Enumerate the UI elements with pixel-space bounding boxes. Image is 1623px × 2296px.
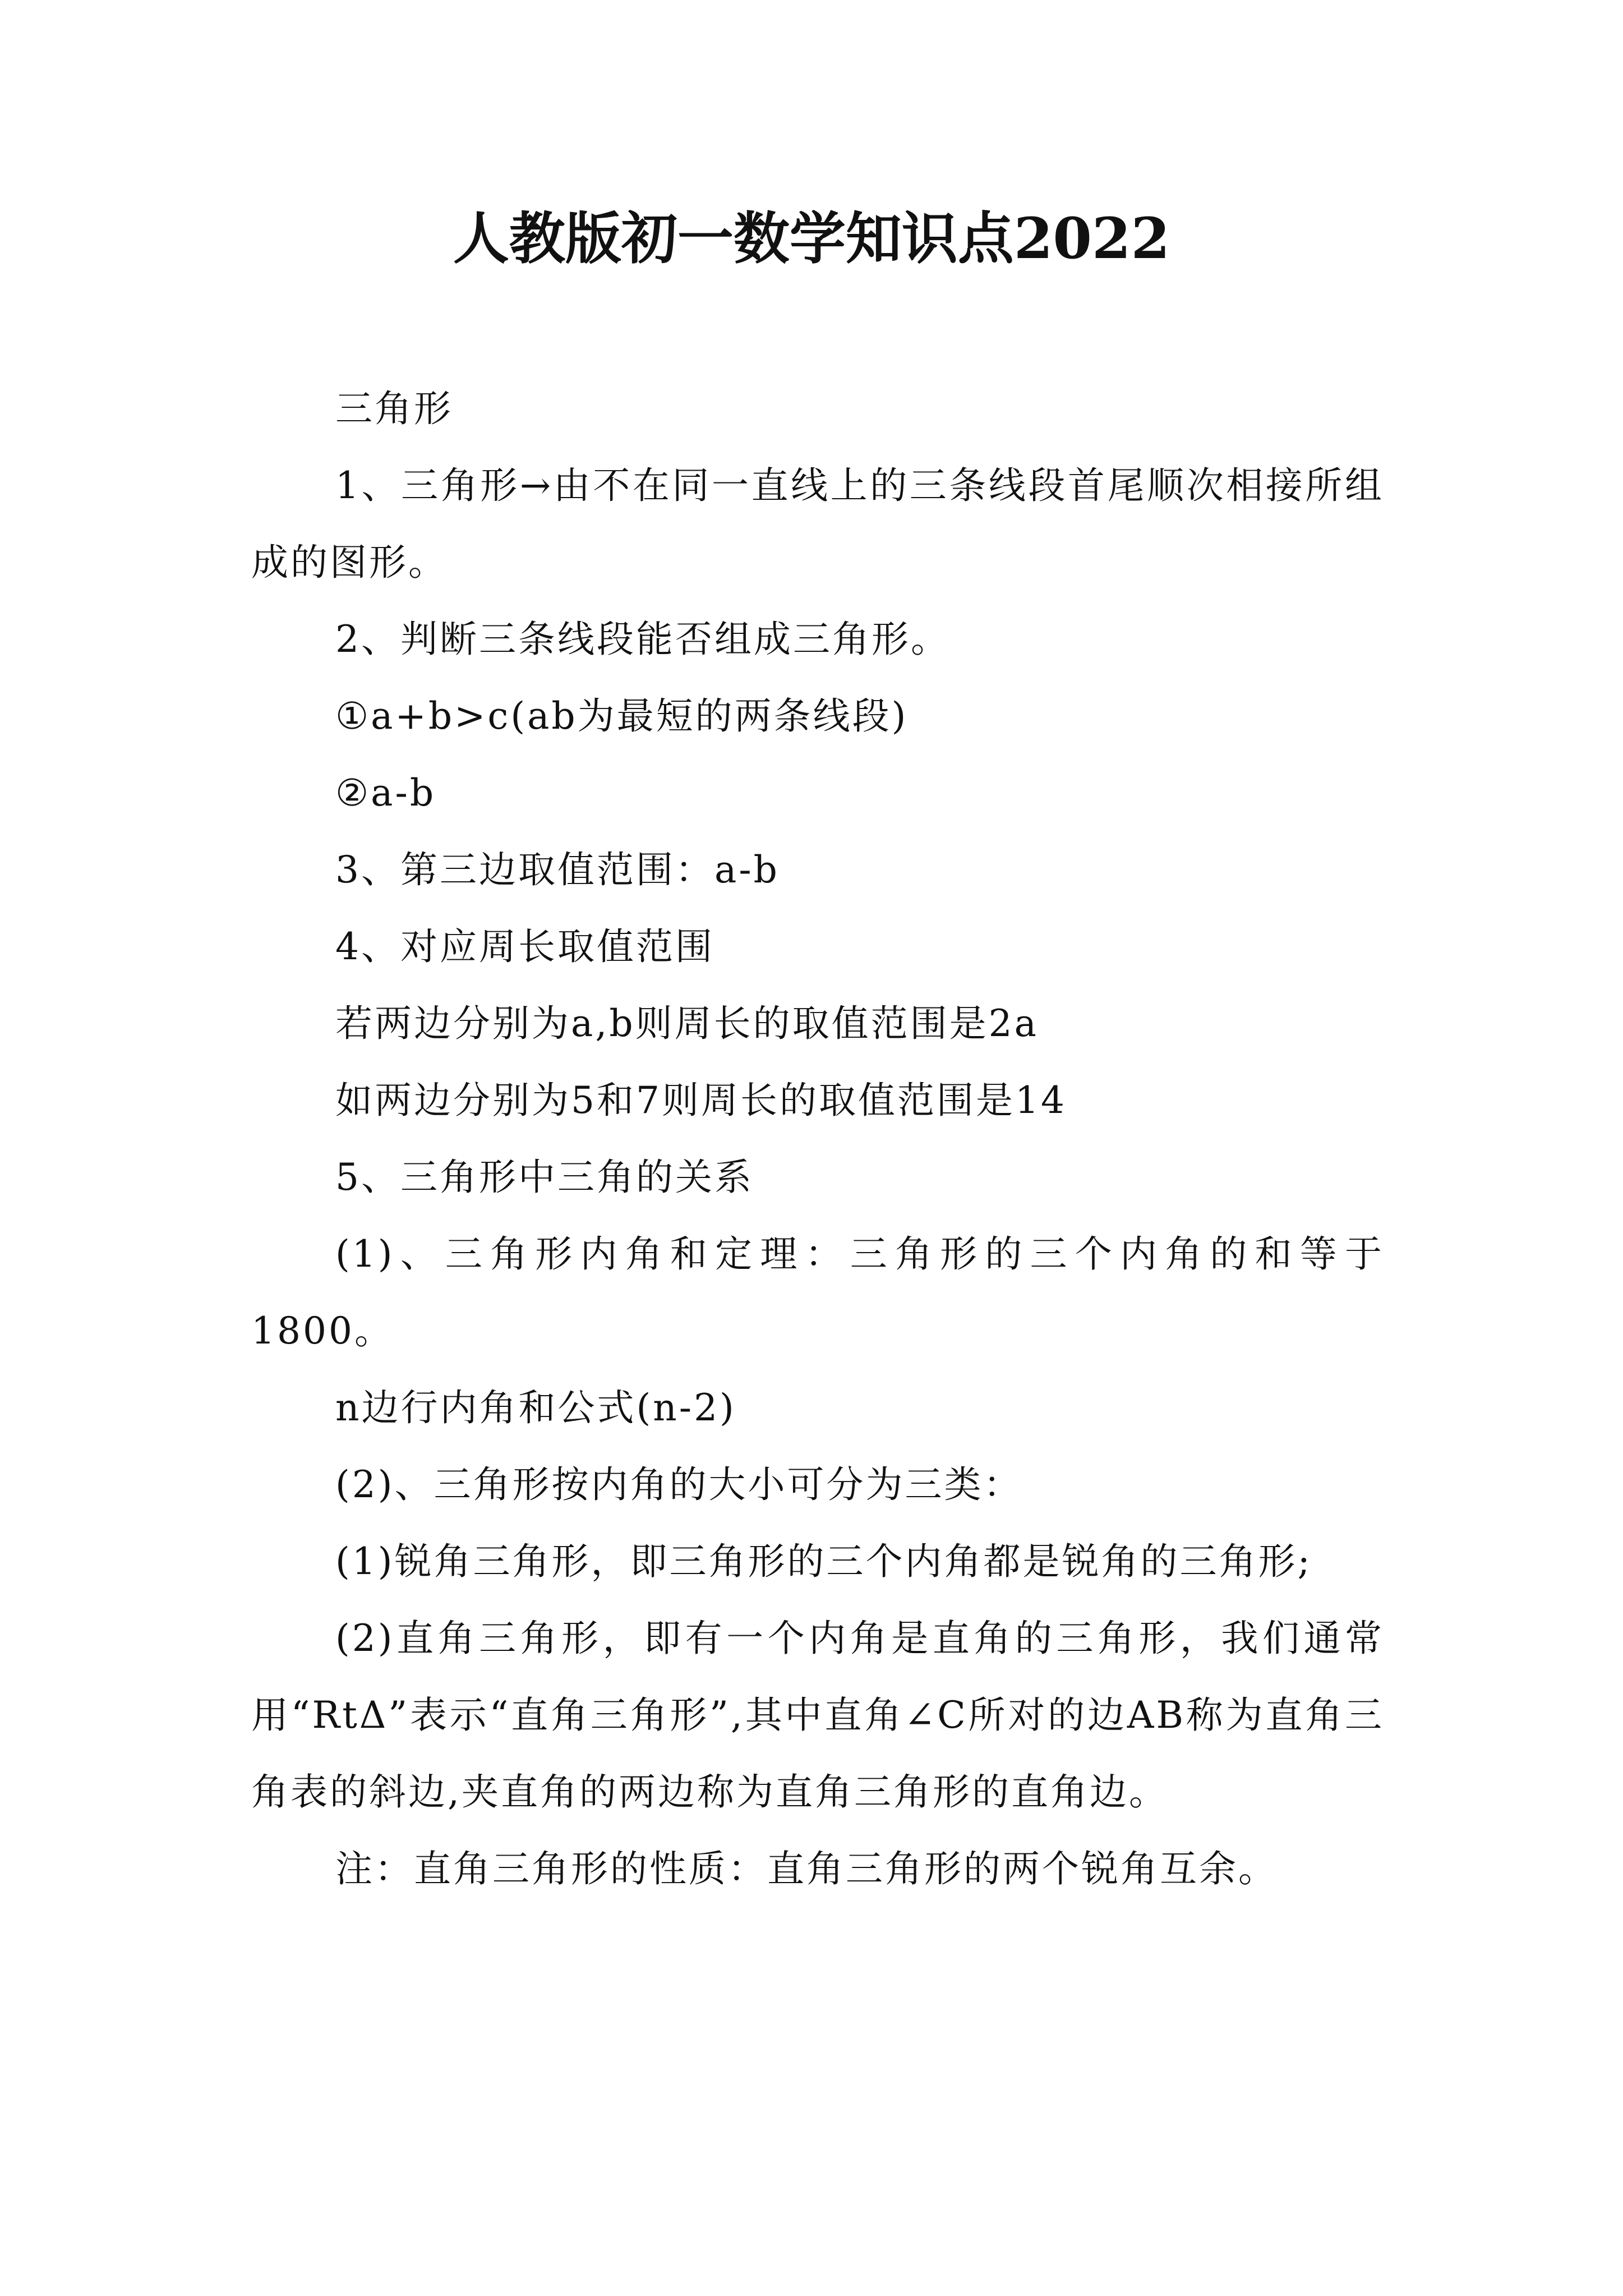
paragraph: 三角形: [335, 387, 453, 430]
paragraph: 4、对应周长取值范围: [335, 925, 714, 968]
paragraph: 若两边分别为a,b则周长的取值范围是2a: [335, 1002, 1039, 1045]
document-title: 人教版初一数学知识点2022: [453, 205, 1170, 272]
paragraph: 如两边分别为5和7则周长的取值范围是14: [335, 1079, 1067, 1122]
document-body: [251, 370, 1384, 1907]
paragraph: ①a+b>c(ab为最短的两条线段): [335, 694, 909, 738]
paragraph: (1)锐角三角形，即三角形的三个内角都是锐角的三角形;: [335, 1540, 1312, 1583]
paragraph: (2)、三角形按内角的大小可分为三类：: [335, 1463, 1023, 1506]
paragraph: (1)、三角形内角和定理：三角形的三个内角的和等于1800。: [251, 1232, 1384, 1352]
paragraph: 2、判断三条线段能否组成三角形。: [335, 618, 950, 661]
paragraph: 注：直角三角形的性质：直角三角形的两个锐角互余。: [335, 1847, 1278, 1890]
paragraph: 1、三角形→由不在同一直线上的三条线段首尾顺次相接所组成的图形。: [251, 464, 1384, 584]
paragraph: 3、第三边取值范围：a-b: [335, 848, 780, 891]
paragraph: 5、三角形中三角的关系: [335, 1156, 754, 1199]
paragraph: n边行内角和公式(n-2): [335, 1386, 736, 1429]
paragraph: (2)直角三角形，即有一个内角是直角的三角形，我们通常用“RtΔ”表示“直角三角形”,其中直角∠C所对的边AB称为直角三角表的斜边,夹直角的两边称为直角三角形的直角边。: [251, 1617, 1384, 1814]
paragraph: ②a-b: [335, 771, 436, 815]
